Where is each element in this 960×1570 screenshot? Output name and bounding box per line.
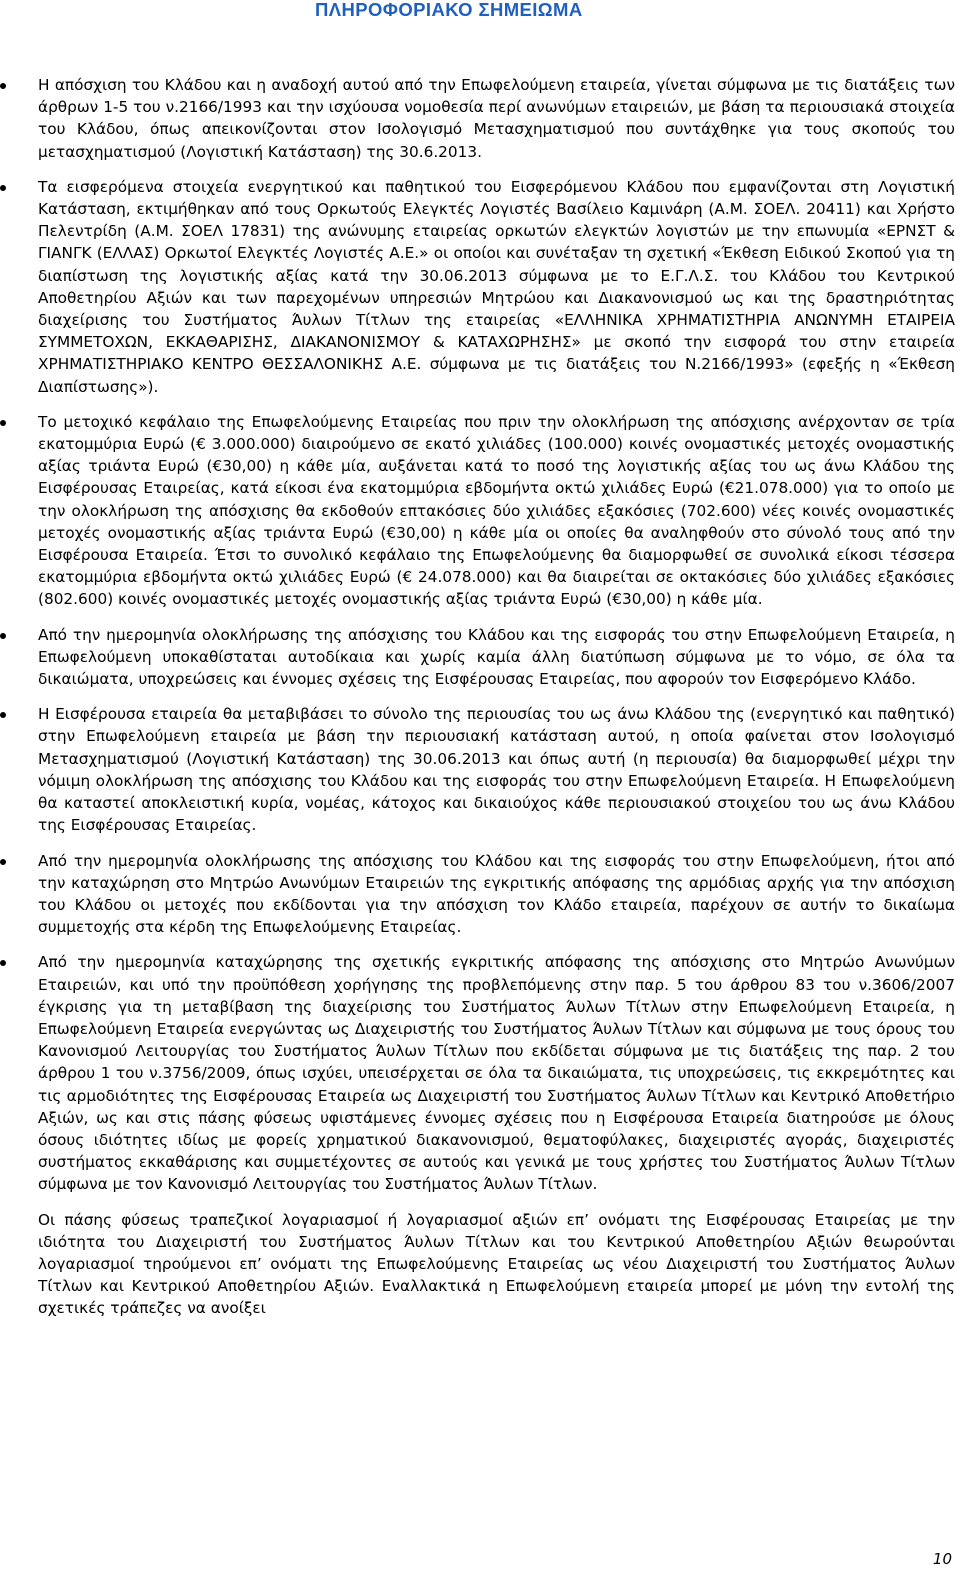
- list-item: [0, 951, 960, 1195]
- bullet-list: [0, 74, 960, 1320]
- bullet-icon: [0, 859, 6, 865]
- bullet-icon: [0, 420, 6, 426]
- paragraph-text: Από την ημερομηνία καταχώρησης της σχετικής εγκριτικής απόφασης της απόσχισης στο Μητρώο Ανωνύμων Εταιρειών, και υπό την προϋπόθεση χορήγησης της προβλεπόμενης στην παρ. 5 του άρθρου 83 του ν.3606/2007 έγκρισης για τη μεταβίβαση της διαχείρισης του Συστήματος Άυλων Τίτλων στην Επωφελούμενη Εταιρεία, η Επωφελούμενη Εταιρεία ενεργώντας ως Διαχειριστής του Συστήματος Άυλων Τίτλων και σύμφωνα με τους όρους του Κανονισμού Λειτουργίας του Συστήματος Άυλων Τίτλων που εκδίδεται σύμφωνα με τις διατάξεις της παρ. 2 του άρθρου 1 του ν.3756/2009, όπως ισχύει, υπεισέρχεται σε όλα τα δικαιώματα, τις υποχρεώσεις, τις εκκρεμότητες και τις αρμοδιότητες της Εισφέρουσας Εταιρεία ως Διαχειριστή του Συστήματος Άυλων Τίτλων και Κεντρικό Αποθετήριο Αξιών, ως και στις πάσης φύσεως υφιστάμενες έννομες σχέσεις που η Εισφέρουσα Εταιρεία διατηρούσε με όλους όσους ιδιότητες ιδίως με φορείς χρηματικού διακανονισμού, θεματοφύλακες, διαχειριστές αγοράς, διαχειριστές συστήματος εκκαθάρισης και συμμετέχοντες σε αυτούς και γενικά με τους χρήστες του Συστήματος Άυλων Τίτλων σύμφωνα με τον Κανονισμό Λειτουργίας του Συστήματος Άυλων Τίτλων.: [38, 953, 955, 1194]
- list-item: [0, 703, 960, 836]
- list-item: [0, 74, 960, 163]
- list-item: [0, 176, 960, 398]
- document-body: [0, 74, 960, 1333]
- paragraph-text: Η Εισφέρουσα εταιρεία θα μεταβιβάσει το σύνολο της περιουσίας του ως άνω Κλάδου της (ενεργητικό και παθητικό) στην Επωφελούμενη εταιρεία με βάση την περιουσιακή κατάσταση αυτού, η οποία φαίνεται στον Ισολογισμό Μετασχηματισμού (Λογιστική Κατάσταση) της 30.06.2013 και όπως αυτή (η περιουσία) θα διαμορφωθεί μέχρι την νόμιμη ολοκλήρωση της απόσχισης του Κλάδου και της εισφοράς του στην Επωφελούμενη Εταιρεία. Η Επωφελούμενη θα καταστεί αποκλειστική κυρία, νομέας, κάτοχος και δικαιούχος κάθε περιουσιακού στοιχείου του ως άνω Κλάδου της Εισφέρουσας Εταιρείας.: [38, 705, 955, 835]
- page-header: [0, 0, 960, 22]
- paragraph-text: Η απόσχιση του Κλάδου και η αναδοχή αυτού από την Επωφελούμενη εταιρεία, γίνεται σύμφωνα με τις διατάξεις των άρθρων 1-5 του ν.2166/1993 και την ισχύουσα νομοθεσία περί ανωνύμων εταιρειών, με βάση τα περιουσιακά στοιχεία του Κλάδου, όπως απεικονίζονται στον Ισολογισμό Μετασχηματισμού που συντάχθηκε για τους σκοπούς του μετασχηματισμού (Λογιστική Κατάσταση) της 30.6.2013.: [38, 76, 955, 161]
- paragraph-text: Τα εισφερόμενα στοιχεία ενεργητικού και παθητικού του Εισφερόμενου Κλάδου που εμφανίζονται στη Λογιστική Κατάσταση, εκτιμήθηκαν από τους Ορκωτούς Ελεγκτές Λογιστές Βασίλειο Καμινάρη (Α.Μ. ΣΟΕΛ. 20411) και Χρήστο Πελεντρίδη (Α.Μ. ΣΟΕΛ 17831) της ανώνυμης εταιρείας ορκωτών ελεγκτών λογιστών με την επωνυμία «ΕΡΝΣΤ & ΓΙΑΝΓΚ (ΕΛΛΑΣ) Ορκωτοί Ελεγκτές Λογιστές Α.Ε.» οι οποίοι και συνέταξαν τη σχετική «Έκθεση Ειδικού Σκοπού για τη διαπίστωση της λογιστικής αξίας κατά την 30.06.2013 σύμφωνα με το Ε.Γ.Λ.Σ. του Κλάδου του Κεντρικού Αποθετηρίου Αξιών και των παρεχομένων υπηρεσιών Μητρώου και Διακανονισμού ως και της δραστηριότητας διαχείρισης του Συστήματος Άυλων Τίτλων της εταιρείας «ΕΛΛΗΝΙΚΑ ΧΡΗΜΑΤΙΣΤΗΡΙΑ ΑΝΩΝΥΜΗ ΕΤΑΙΡΕΙΑ ΣΥΜΜΕΤΟΧΩΝ, ΕΚΚΑΘΑΡΙΣΗΣ, ΔΙΑΚΑΝΟΝΙΣΜΟΥ & ΚΑΤΑΧΩΡΗΣΗΣ» με σκοπό την εισφορά του στην εταιρεία ΧΡΗΜΑΤΙΣΤΗΡΙΑΚΟ ΚΕΝΤΡΟ ΘΕΣΣΑΛΟΝΙΚΗΣ Α.Ε. σύμφωνα με τις διατάξεις του Ν.2166/1993» (εφεξής η «Έκθεση Διαπίστωσης»).: [38, 177, 955, 396]
- bullet-icon: [0, 185, 6, 191]
- list-item: [0, 411, 960, 611]
- paragraph-text: Το μετοχικό κεφάλαιο της Επωφελούμενης Εταιρείας που πριν την ολοκλήρωση της απόσχισης ανέρχονταν σε τρία εκατομμύρια Ευρώ (€ 3.000.000) διαιρούμενο σε εκατό χιλιάδες (100.000) κοινές ονομαστικές μετοχές ονομαστικής αξίας τριάντα Ευρώ (€30,00) η κάθε μία, αυξάνεται κατά το ποσό της λογιστικής αξίας του ως άνω Κλάδου της Εισφέρουσας Εταιρείας, κατά είκοσι ένα εκατομμύρια εβδομήντα οκτώ χιλιάδες Ευρώ (€21.078.000) για το οποίο με την ολοκλήρωση της απόσχισης θα εκδοθούν επτακόσιες δύο χιλιάδες εξακόσιες (702.600) νέες κοινές ονομαστικές μετοχές ονομαστικής αξίας τριάντα Ευρώ (€30,00) η κάθε μία οι οποίες θα αναληφθούν στο σύνολό τους από την Εισφέρουσα Εταιρεία. Έτσι το συνολικό κεφάλαιο της Επωφελούμενης θα διαμορφωθεί σε συνολικά είκοσι τέσσερα εκατομμύρια εβδομήντα οκτώ χιλιάδες Ευρώ (€ 24.078.000) και θα διαιρείται σε οκτακόσιες δύο χιλιάδες εξακόσιες (802.600) κοινές ονομαστικές μετοχές ονομαστικής αξίας τριάντα Ευρώ (€30,00) η κάθε μία.: [38, 412, 955, 609]
- page-title: ΠΛΗΡΟΦΟΡΙΑΚΟ ΣΗΜΕΙΩΜΑ: [315, 0, 583, 20]
- bullet-icon: [0, 960, 6, 966]
- paragraph-text: Από την ημερομηνία ολοκλήρωσης της απόσχισης του Κλάδου και της εισφοράς του στην Επωφελούμενη Εταιρεία, η Επωφελούμενη υποκαθίσταται αυτοδίκαια και χωρίς καμία άλλη διατύπωση σύμφωνα με το νόμο, σε όλα τα δικαιώματα, υποχρεώσεις και έννομες σχέσεις της Εισφέρουσας Εταιρείας, που αφορούν τον Εισφερόμενο Κλάδο.: [38, 625, 955, 689]
- page-number: 10: [932, 1550, 952, 1568]
- list-item: [0, 1209, 960, 1320]
- bullet-icon: [0, 712, 6, 718]
- paragraph-text: Οι πάσης φύσεως τραπεζικοί λογαριασμοί ή λογαριασμοί αξιών επ’ ονόματι της Εισφέρουσας Εταιρείας με την ιδιότητα του Διαχειριστή του Συστήματος Άυλων Τίτλων και του Κεντρικού Αποθετηρίου Αξιών θεωρούνται λογαριασμοί τηρούμενοι επ’ ονόματι της Επωφελούμενης Εταιρείας ως νέου Διαχειριστή του Συστήματος Άυλων Τίτλων και Κεντρικού Αποθετηρίου Αξιών. Εναλλακτικά η Επωφελούμενη εταιρεία μπορεί με μόνη την εντολή της σχετικές τράπεζες να ανοίξει: [38, 1210, 955, 1318]
- list-item: [0, 850, 960, 939]
- bullet-icon: [0, 83, 6, 89]
- list-item: [0, 624, 960, 691]
- paragraph-text: Από την ημερομηνία ολοκλήρωσης της απόσχισης του Κλάδου και της εισφοράς του στην Επωφελούμενη, ήτοι από την καταχώρηση στο Μητρώο Ανωνύμων Εταιρειών της εγκριτικής απόφασης της αρμόδιας αρχής για την απόσχιση του Κλάδου οι μετοχές που εκδίδονται για την απόσχιση τον Κλάδο εταιρεία, παρέχουν σε αυτήν το δικαίωμα συμμετοχής στα κέρδη της Επωφελούμενης Εταιρείας.: [38, 851, 955, 937]
- bullet-icon: [0, 633, 6, 639]
